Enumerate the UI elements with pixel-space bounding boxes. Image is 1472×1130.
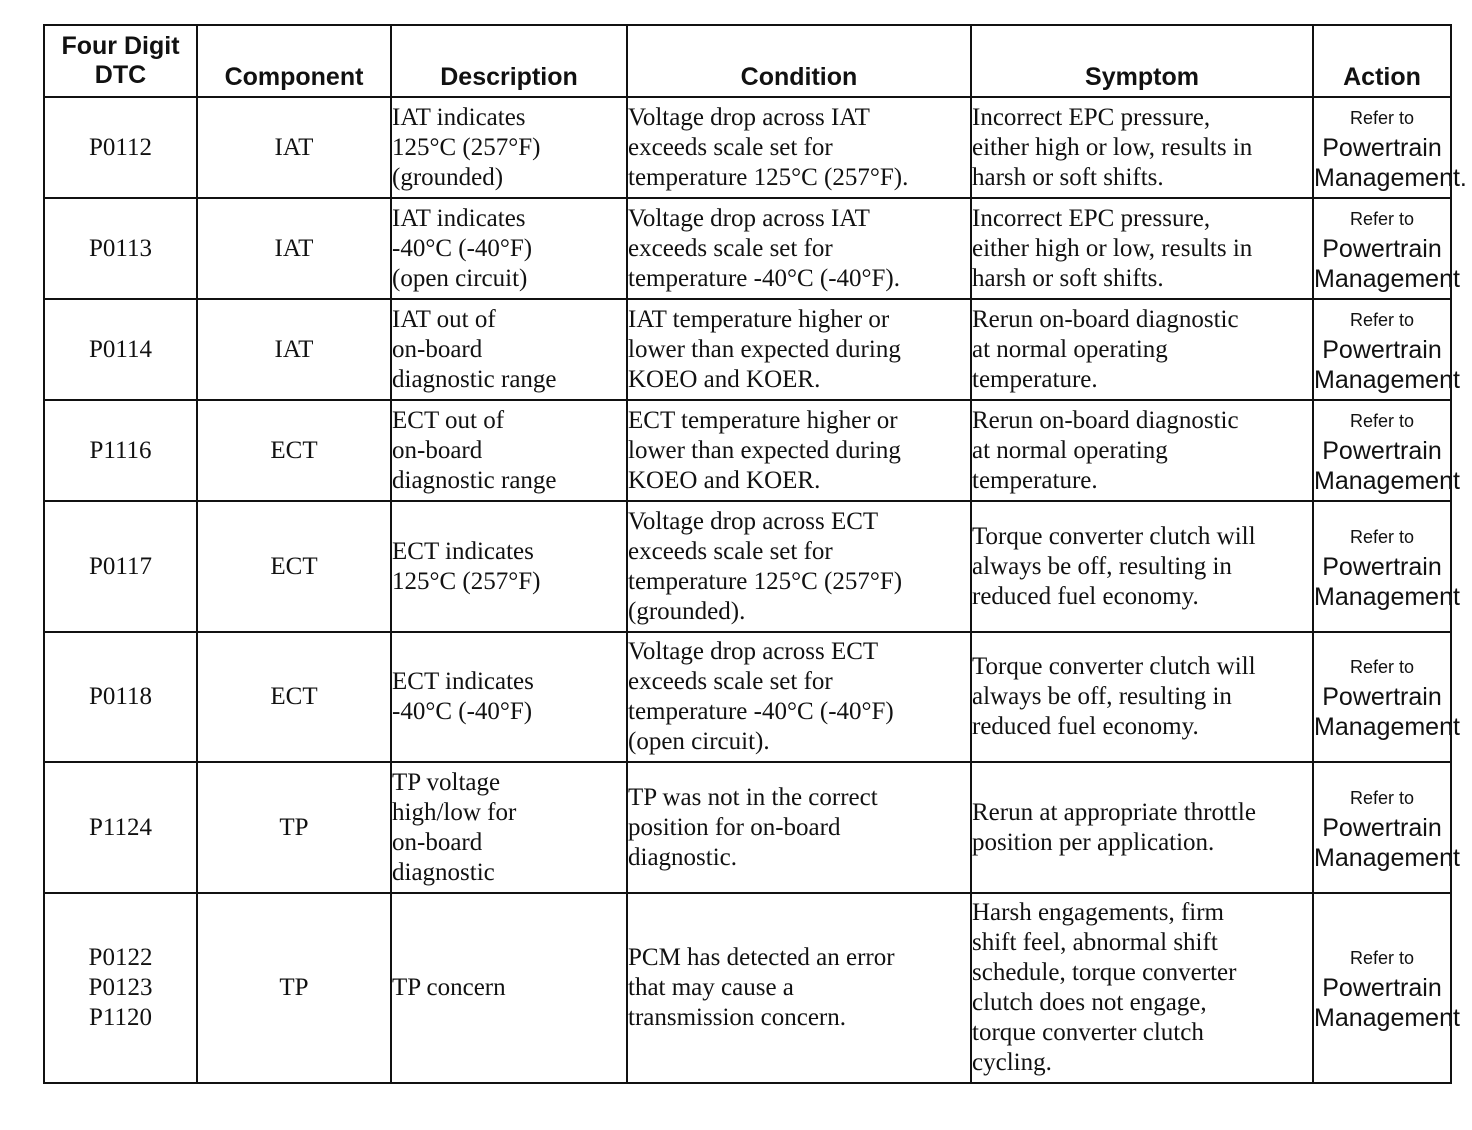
symptom-cell: Incorrect EPC pressure, either high or low, results in harsh or soft shifts.	[971, 97, 1313, 198]
symptom-cell: Torque converter clutch will always be off, resulting in reduced fuel economy.	[971, 501, 1313, 632]
table-row	[44, 632, 1451, 762]
action-line: Powertrain	[1322, 683, 1442, 711]
description-cell: ECT indicates -40°C (-40°F)	[391, 632, 627, 762]
table-row	[44, 97, 1451, 198]
action-line: Refer to	[1349, 107, 1415, 128]
action-cell	[1313, 198, 1460, 299]
action-cell	[1313, 501, 1460, 632]
table-row	[44, 762, 1451, 893]
description-cell: TP voltage high/low for on-board diagnostic	[391, 762, 627, 893]
action-line: Powertrain	[1322, 234, 1442, 263]
action-cell	[1313, 893, 1460, 1083]
dtc-code-cell: P0122 P0123 P1120	[44, 893, 197, 1083]
action-line: Refer to	[1349, 948, 1415, 968]
condition-cell: TP was not in the correct position for on-board diagnostic.	[627, 762, 971, 893]
header-component: Component	[197, 25, 391, 97]
symptom-cell: Incorrect EPC pressure, either high or low, results in harsh or soft shifts.	[971, 198, 1313, 299]
action-line: Powertrain	[1322, 974, 1442, 1002]
action-line: Refer to	[1349, 657, 1415, 677]
description-cell: IAT out of on-board diagnostic range	[391, 299, 627, 400]
header-dtc: Four Digit DTC	[44, 25, 197, 97]
component-cell: IAT	[197, 97, 391, 198]
symptom-cell: Rerun on-board diagnostic at normal operating temperature.	[971, 299, 1313, 400]
action-line: Powertrain	[1322, 133, 1442, 162]
condition-cell: Voltage drop across IAT exceeds scale set for temperature -40°C (-40°F).	[627, 198, 971, 299]
action-line: Powertrain	[1322, 436, 1442, 465]
action-cell	[1313, 97, 1467, 198]
description-cell: IAT indicates 125°C (257°F) (grounded)	[391, 97, 627, 198]
table-row	[44, 501, 1451, 632]
condition-cell: Voltage drop across ECT exceeds scale set for temperature 125°C (257°F) (grounded).	[627, 501, 971, 632]
component-cell: ECT	[197, 632, 391, 762]
dtc-code-cell: P0113	[44, 198, 197, 299]
condition-cell: PCM has detected an error that may cause a transmission concern.	[627, 893, 971, 1083]
condition-cell: IAT temperature higher or lower than expected during KOEO and KOER.	[627, 299, 971, 400]
condition-cell: ECT temperature higher or lower than expected during KOEO and KOER.	[627, 400, 971, 501]
condition-cell: Voltage drop across ECT exceeds scale set for temperature -40°C (-40°F) (open circuit).	[627, 632, 971, 762]
header-condition: Condition	[627, 25, 971, 97]
header-action: Action	[1313, 25, 1451, 97]
table-row	[44, 400, 1451, 501]
action-line: Powertrain	[1322, 335, 1442, 364]
table-row	[44, 893, 1451, 1083]
description-cell: TP concern	[391, 893, 627, 1083]
dtc-code-cell: P1116	[44, 400, 197, 501]
table-row	[44, 299, 1451, 400]
component-cell: TP	[197, 762, 391, 893]
symptom-cell: Harsh engagements, firm shift feel, abnormal shift schedule, torque converter clutch does not engage, torque converter clutch cycling.	[971, 893, 1313, 1083]
action-line: Refer to	[1349, 410, 1415, 431]
description-cell: ECT out of on-board diagnostic range	[391, 400, 627, 501]
action-line: Refer to	[1349, 787, 1415, 808]
action-line: Refer to	[1349, 526, 1415, 547]
action-line: Management.	[1314, 163, 1467, 192]
dtc-code-cell: P1124	[44, 762, 197, 893]
action-cell	[1313, 400, 1460, 501]
table-row	[44, 198, 1451, 299]
component-cell: IAT	[197, 198, 391, 299]
action-line: Refer to	[1349, 208, 1415, 229]
component-cell: ECT	[197, 400, 391, 501]
condition-cell: Voltage drop across IAT exceeds scale set for temperature 125°C (257°F).	[627, 97, 971, 198]
component-cell: IAT	[197, 299, 391, 400]
header-symptom: Symptom	[971, 25, 1313, 97]
component-cell: TP	[197, 893, 391, 1083]
action-cell	[1313, 762, 1460, 893]
header-description: Description	[391, 25, 627, 97]
component-cell: ECT	[197, 501, 391, 632]
action-line: Management	[1314, 582, 1460, 611]
dtc-code-cell: P0117	[44, 501, 197, 632]
symptom-cell: Torque converter clutch will always be off, resulting in reduced fuel economy.	[971, 632, 1313, 762]
action-line: Refer to	[1349, 309, 1415, 330]
symptom-cell: Rerun on-board diagnostic at normal operating temperature.	[971, 400, 1313, 501]
symptom-cell: Rerun at appropriate throttle position per application.	[971, 762, 1313, 893]
action-line: Powertrain	[1322, 552, 1442, 581]
dtc-code-cell: P0118	[44, 632, 197, 762]
action-cell	[1313, 299, 1460, 400]
header-row	[44, 25, 1451, 97]
action-line: Powertrain	[1322, 813, 1442, 842]
action-line: Management	[1314, 1004, 1460, 1032]
description-cell: IAT indicates -40°C (-40°F) (open circuit)	[391, 198, 627, 299]
action-line: Management	[1314, 466, 1460, 495]
dtc-code-cell: P0114	[44, 299, 197, 400]
action-line: Management	[1314, 365, 1460, 394]
description-cell: ECT indicates 125°C (257°F)	[391, 501, 627, 632]
action-line: Management	[1314, 264, 1460, 293]
action-line: Management	[1314, 843, 1460, 872]
dtc-code-cell: P0112	[44, 97, 197, 198]
action-cell	[1313, 632, 1460, 762]
dtc-table	[43, 24, 1467, 1084]
action-line: Management	[1314, 713, 1460, 741]
